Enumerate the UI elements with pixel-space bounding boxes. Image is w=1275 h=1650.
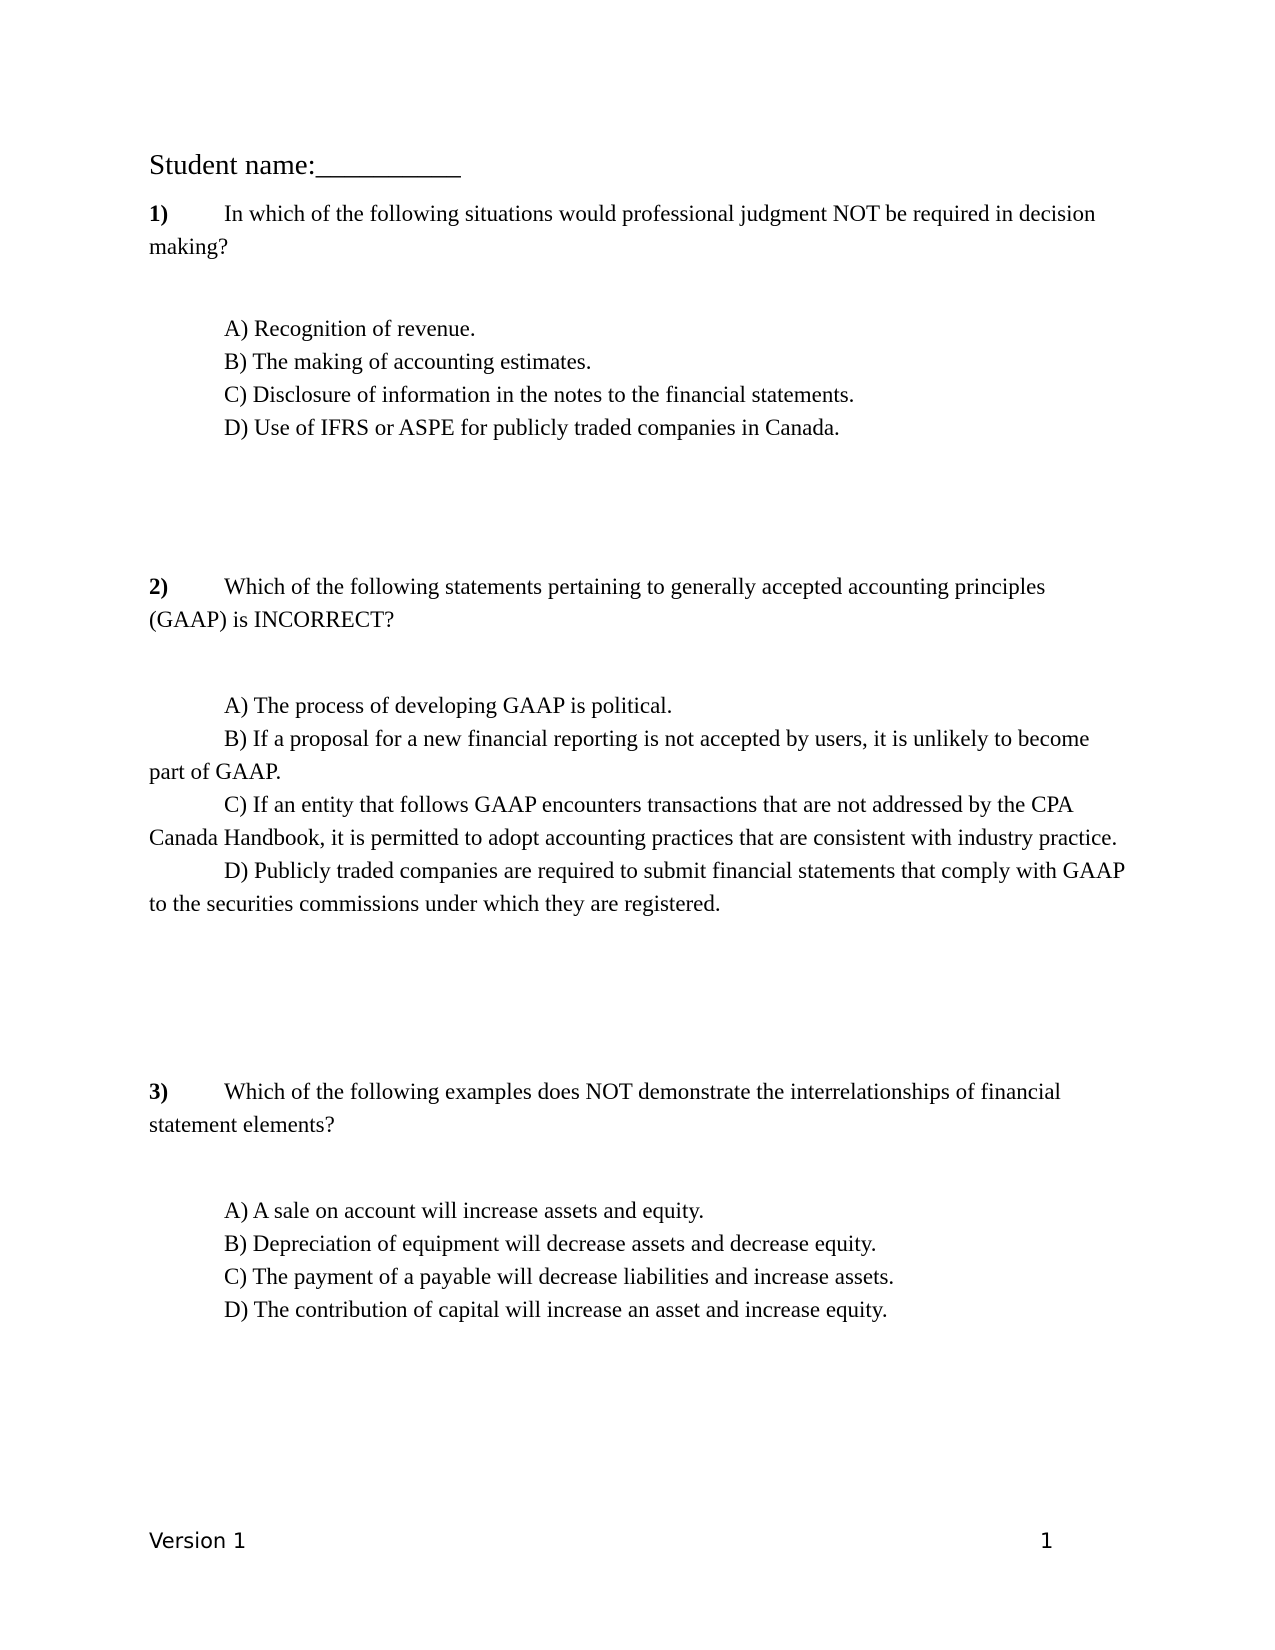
question-number: 1) [149, 201, 169, 226]
question-number: 3) [149, 1079, 169, 1104]
question-3 [149, 1075, 1129, 1326]
answer-option-d: D) Use of IFRS or ASPE for publicly traded companies in Canada. [224, 415, 840, 440]
answer-options [149, 1194, 1129, 1326]
question-text: Which of the following statements pertaining to generally accepted accounting principles (GAAP) is INCORRECT? [149, 574, 1046, 632]
question-1 [149, 197, 1129, 444]
question-text: Which of the following examples does NOT demonstrate the interrelationships of financial statement elements? [149, 1079, 1061, 1137]
answer-options [149, 312, 1129, 444]
answer-option-a: A) A sale on account will increase assets and equity. [224, 1198, 705, 1223]
answer-option-d: D) The contribution of capital will increase an asset and increase equity. [224, 1297, 888, 1322]
answer-option-c: C) The payment of a payable will decrease liabilities and increase assets. [224, 1264, 895, 1289]
question-stem [149, 570, 1129, 636]
answer-option-d: D) Publicly traded companies are required to submit financial statements that comply with GAAP to the securities commissions under which they are registered. [149, 858, 1125, 916]
question-number: 2) [149, 574, 169, 599]
answer-option-c: C) Disclosure of information in the notes to the financial statements. [224, 382, 855, 407]
answer-option-b: B) Depreciation of equipment will decrease assets and decrease equity. [224, 1231, 877, 1256]
question-text: In which of the following situations would professional judgment NOT be required in decision making? [149, 201, 1096, 259]
answer-option-b: B) If a proposal for a new financial reporting is not accepted by users, it is unlikely to become part of GAAP. [149, 726, 1090, 784]
footer-page-number: 1 [1040, 1529, 1054, 1553]
footer-version: Version 1 [149, 1529, 247, 1553]
answer-option-b: B) The making of accounting estimates. [224, 349, 592, 374]
answer-option-a: A) Recognition of revenue. [224, 316, 476, 341]
question-2 [149, 570, 1129, 920]
answer-option-a: A) The process of developing GAAP is political. [224, 693, 673, 718]
question-stem [149, 1075, 1129, 1141]
answer-option-c: C) If an entity that follows GAAP encounters transactions that are not addressed by the CPA Canada Handbook, it is permitted to adopt accounting practices that are consistent with industry practice. [149, 792, 1118, 850]
student-name-field: Student name:__________ [149, 149, 461, 181]
answer-options [149, 689, 1129, 920]
question-stem [149, 197, 1129, 263]
